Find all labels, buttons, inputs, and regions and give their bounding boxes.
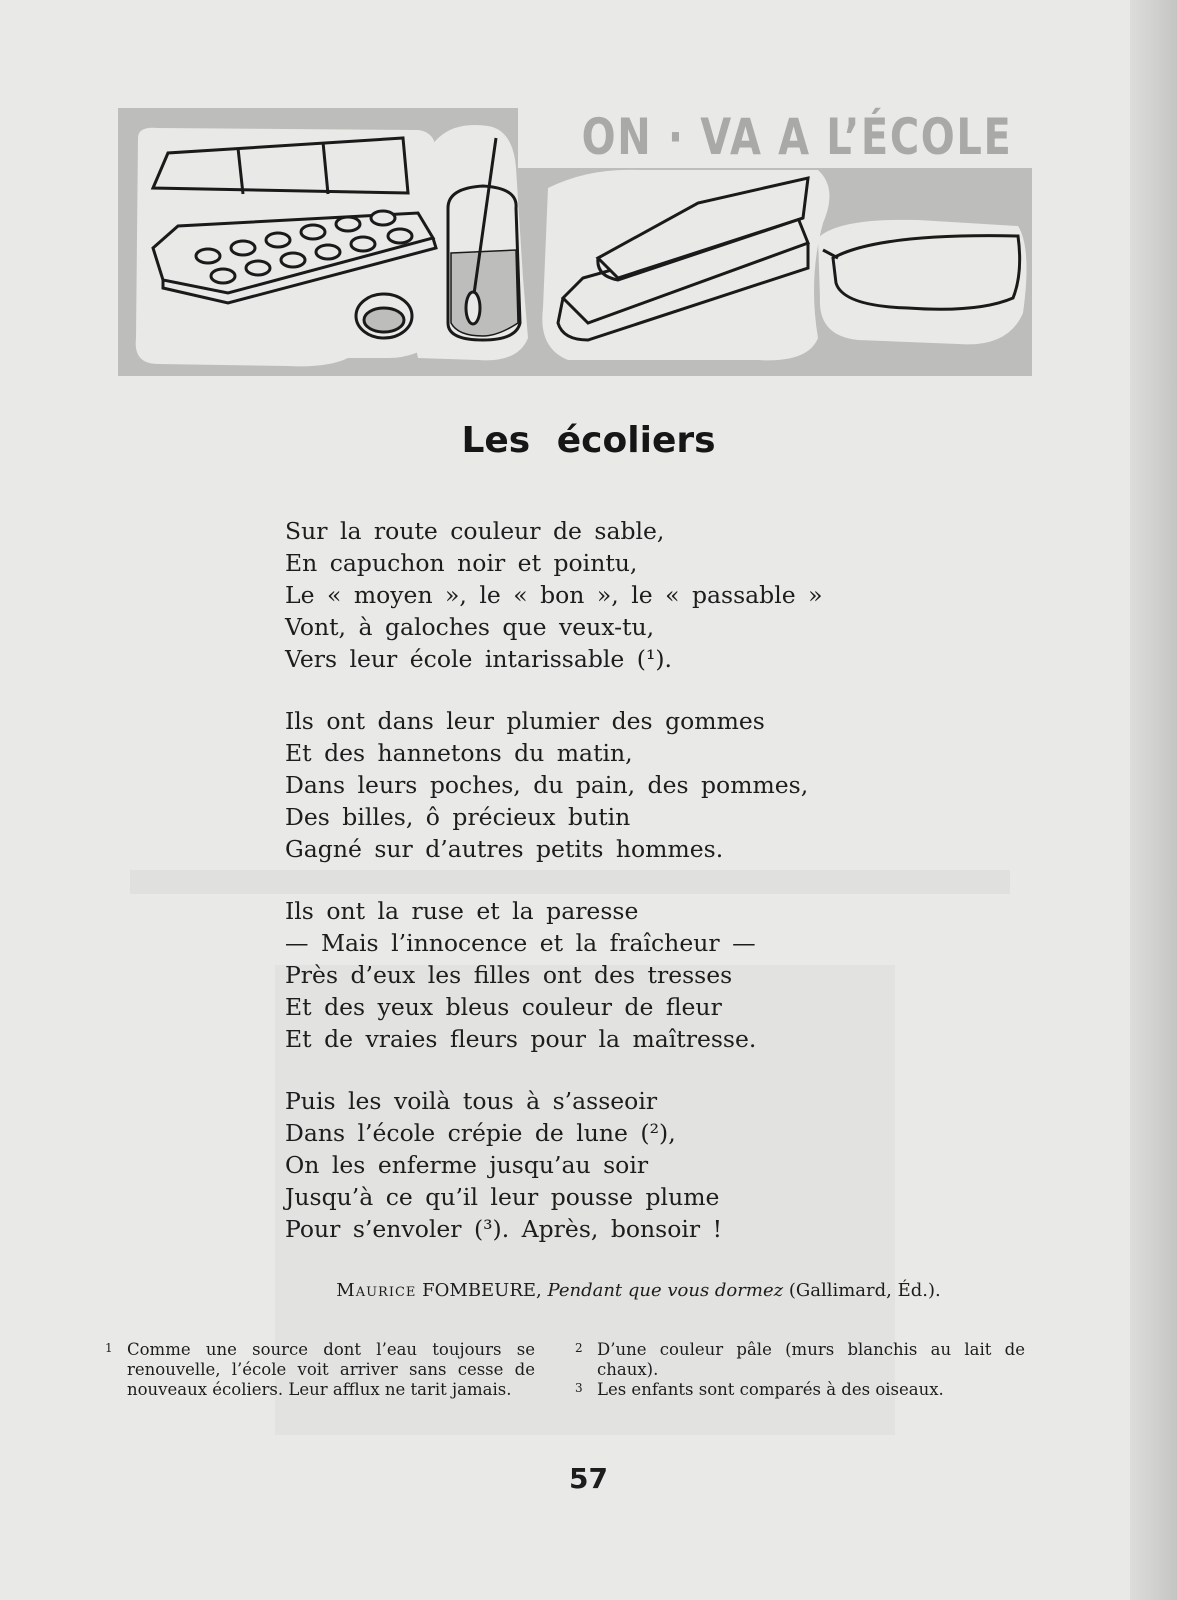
poem-line: Vers leur école intarissable (¹). xyxy=(285,645,673,673)
poem-line: Ils ont dans leur plumier des gommes xyxy=(285,707,765,735)
poem-line: En capuchon noir et pointu, xyxy=(285,549,638,577)
poem-line: Le « moyen », le « bon », le « passable » xyxy=(285,581,823,609)
publisher: (Gallimard, Éd.). xyxy=(788,1280,941,1301)
poem-line: Jusqu’à ce qu’il leur pousse plume xyxy=(285,1183,720,1211)
poem-line: Gagné sur d’autres petits hommes. xyxy=(285,835,724,863)
author-first-name: Maurice xyxy=(336,1280,417,1301)
poem-line: Sur la route couleur de sable, xyxy=(285,517,665,545)
footnote-number: 3 xyxy=(575,1381,583,1395)
poem-line: — Mais l’innocence et la fraîcheur — xyxy=(285,929,756,957)
poem-line: Des billes, ô précieux butin xyxy=(285,803,631,831)
poem-title: Les écoliers xyxy=(461,420,716,461)
footnote-number: 1 xyxy=(105,1341,113,1355)
poem-line: Pour s’envoler (³). Après, bonsoir ! xyxy=(285,1215,723,1243)
footnote-text: Comme une source dont l’eau toujours se renouvelle, l’école voit arriver sans cesse de nouveaux écoliers. Leur afflux ne tarit jamais. xyxy=(127,1340,535,1399)
poem-body xyxy=(285,515,905,1275)
footnote-number: 2 xyxy=(575,1341,583,1355)
footnotes-right-column xyxy=(575,1340,1025,1400)
page-edge xyxy=(1130,0,1177,1600)
poem-line: Près d’eux les filles ont des tresses xyxy=(285,961,733,989)
poem-line: Et des hannetons du matin, xyxy=(285,739,633,767)
banner-illustration xyxy=(118,108,1032,383)
poem-line: Et des yeux bleus couleur de fleur xyxy=(285,993,722,1021)
poem-line: On les enferme jusqu’au soir xyxy=(285,1151,649,1179)
poem-line: Dans l’école crépie de lune (²), xyxy=(285,1119,676,1147)
banner-title: ON · VA A L’ÉCOLE xyxy=(581,108,1012,166)
page-number: 57 xyxy=(569,1462,608,1495)
footnote xyxy=(105,1340,535,1400)
poem-line: Vont, à galoches que veux-tu, xyxy=(285,613,655,641)
poem-line: Et de vraies fleurs pour la maîtresse. xyxy=(285,1025,757,1053)
poem-line: Ils ont la ruse et la paresse xyxy=(285,897,639,925)
stanza xyxy=(285,515,905,675)
footnote xyxy=(575,1380,1025,1400)
footnote-text: D’une couleur pâle (murs blanchis au lait de chaux). xyxy=(597,1340,1025,1379)
footnote-text: Les enfants sont comparés à des oiseaux. xyxy=(597,1380,944,1399)
stanza xyxy=(285,705,905,865)
footnotes-left-column xyxy=(105,1340,535,1400)
stanza xyxy=(285,1085,905,1245)
work-title: Pendant que vous dormez xyxy=(547,1280,784,1301)
attribution xyxy=(0,1280,1177,1301)
stanza xyxy=(285,895,905,1055)
poem-line: Dans leurs poches, du pain, des pommes, xyxy=(285,771,809,799)
footnote xyxy=(575,1340,1025,1380)
author-last-name: FOMBEURE, xyxy=(422,1280,542,1301)
poem-line: Puis les voilà tous à s’asseoir xyxy=(285,1087,658,1115)
